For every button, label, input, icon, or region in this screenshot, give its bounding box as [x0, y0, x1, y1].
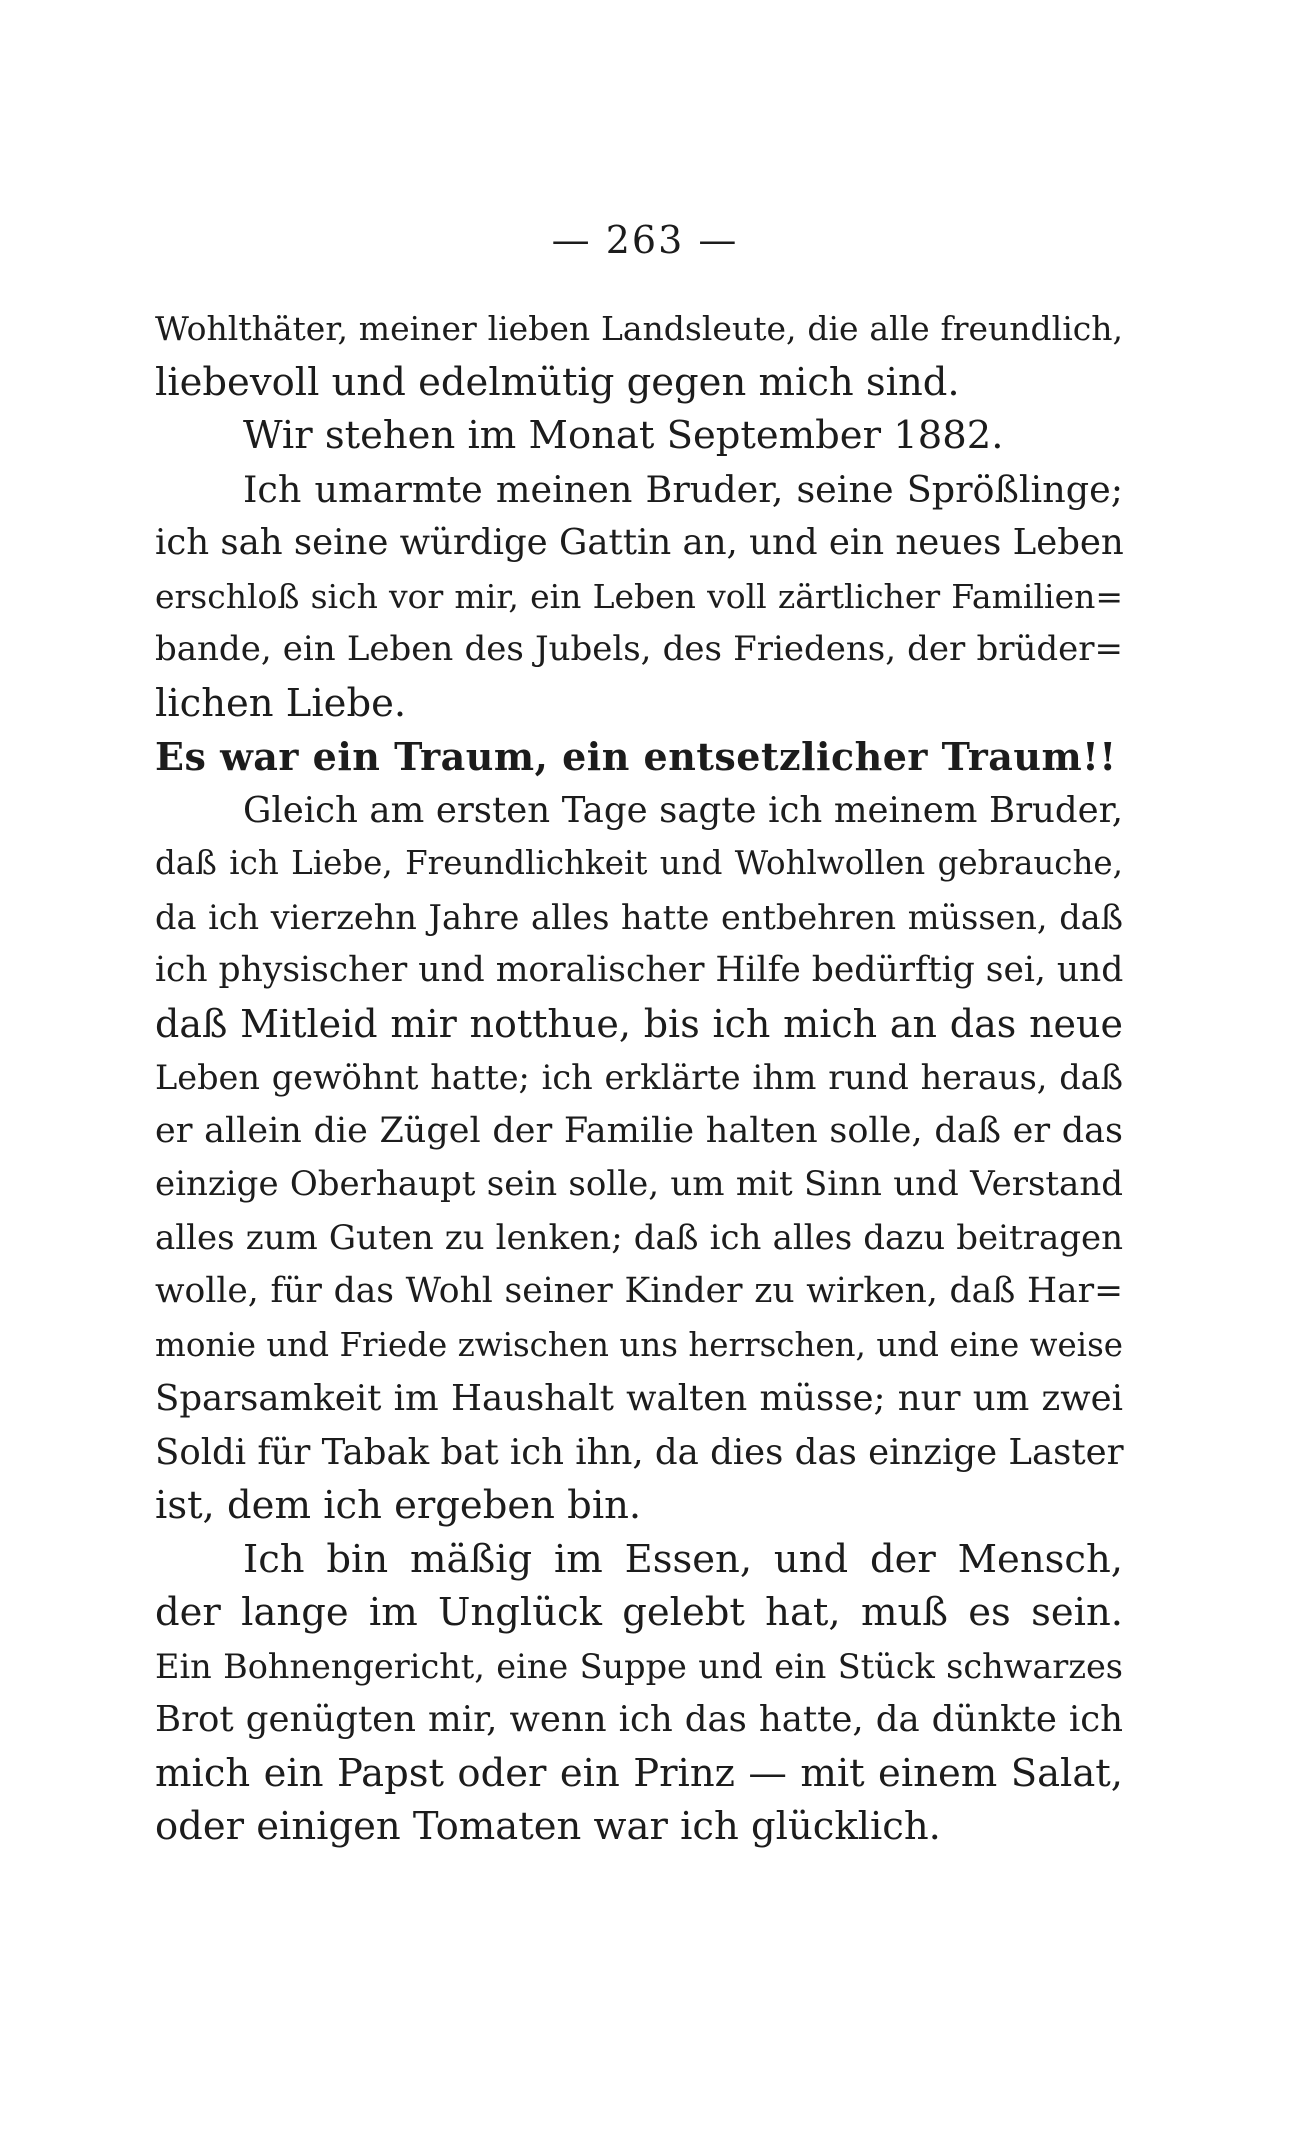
text-line: wolle, für das Wohl seiner Kinder zu wirken, daß Har= — [155, 1271, 1123, 1311]
text-line: ich physischer und moralischer Hilfe bedürftig sei, und — [155, 950, 1124, 990]
text-line: alles zum Guten zu lenken; daß ich alles dazu beitragen — [155, 1217, 1123, 1258]
page-number: — 263 — — [551, 218, 739, 262]
body-text — [155, 302, 1123, 1854]
text-line: lichen Liebe. — [155, 680, 407, 726]
text-line: mich ein Papst oder ein Prinz — mit einem Salat, — [155, 1750, 1123, 1796]
text-line: Sparsamkeit im Haushalt walten müsse; nur um zwei — [155, 1378, 1123, 1419]
section-heading: Es war ein Traum, ein entsetzlicher Traum!! — [155, 734, 1117, 779]
text-line: ich sah seine würdige Gattin an, und ein neues Leben — [155, 522, 1124, 563]
text-line: Soldi für Tabak bat ich ihn, da dies das einzige Laster — [155, 1431, 1124, 1473]
text-line: Leben gewöhnt hatte; ich erklärte ihm rund heraus, daß — [155, 1058, 1123, 1097]
text-line: erschloß sich vor mir, ein Leben voll zärtlicher Familien= — [155, 576, 1123, 616]
text-line: liebevoll und edelmütig gegen mich sind. — [155, 359, 960, 405]
text-line: Ein Bohnengericht, eine Suppe und ein Stück schwarzes — [155, 1646, 1123, 1686]
text-line: der lange im Unglück gelebt hat, muß es sein. — [155, 1590, 1123, 1635]
text-line: da ich vierzehn Jahre alles hatte entbehren müssen, daß — [155, 897, 1123, 937]
text-line: bande, ein Leben des Jubels, des Friedens, der brüder= — [155, 629, 1123, 669]
text-line: Ich bin mäßig im Essen, und der Mensch, — [243, 1536, 1123, 1582]
text-line: Wir stehen im Monat September 1882. — [243, 413, 1004, 458]
text-line: daß ich Liebe, Freundlichkeit und Wohlwollen gebrauche, — [155, 844, 1123, 882]
text-line: Gleich am ersten Tage sagte ich meinem Bruder, — [243, 789, 1123, 831]
text-line: monie und Friede zwischen uns herrschen, und eine weise — [155, 1325, 1123, 1364]
text-line: oder einigen Tomaten war ich glücklich. — [155, 1804, 941, 1849]
text-line: Wohlthäter, meiner lieben Landsleute, die alle freundlich, — [155, 309, 1123, 348]
text-line: daß Mitleid mir notthue, bis ich mich an das neue — [155, 1001, 1123, 1046]
text-line: einzige Oberhaupt sein solle, um mit Sinn und Verstand — [155, 1164, 1123, 1204]
text-line: Brot genügten mir, wenn ich das hatte, da dünkte ich — [155, 1699, 1123, 1740]
text-line: Ich umarmte meinen Bruder, seine Sprößlinge; — [243, 467, 1123, 511]
text-line: er allein die Zügel der Familie halten solle, daß er das — [155, 1110, 1123, 1151]
text-line: ist, dem ich ergeben bin. — [155, 1483, 642, 1528]
